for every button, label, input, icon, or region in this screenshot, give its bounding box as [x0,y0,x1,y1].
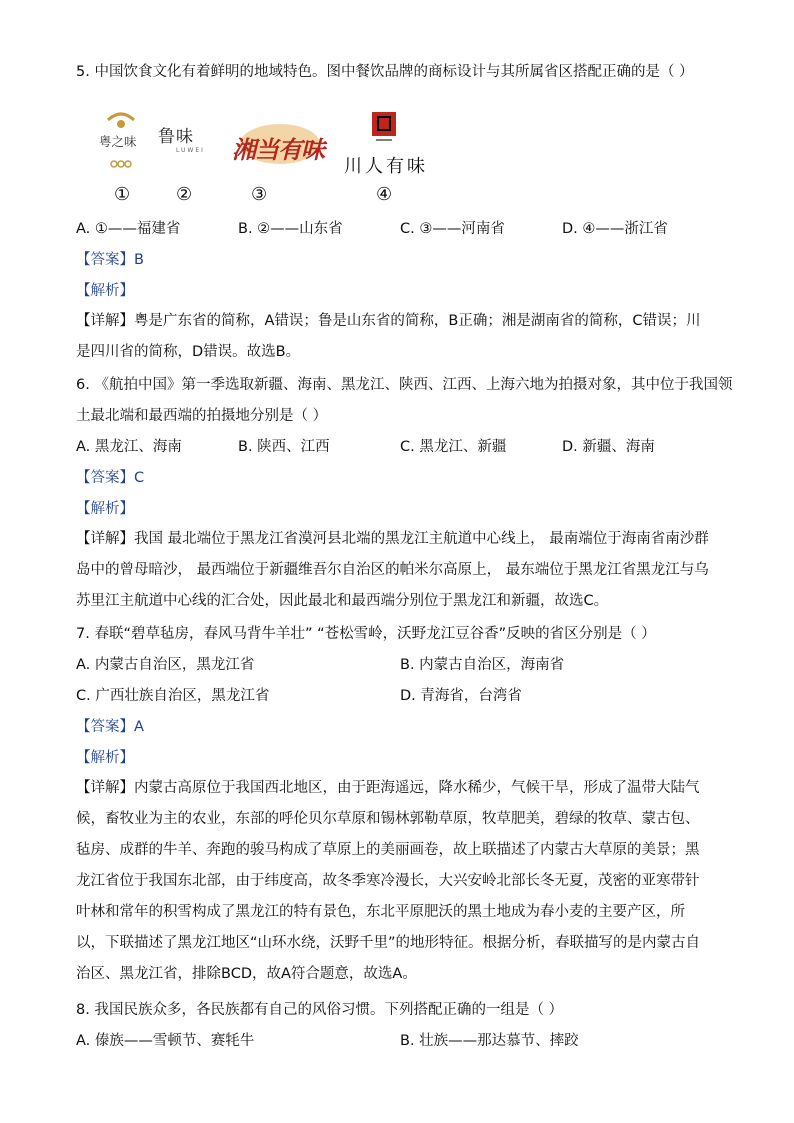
q5-option-b: B. ②——山东省 [238,221,343,237]
logo-3-text: 湘当有味 [232,135,324,164]
seal-icon [372,112,396,142]
q7-analysis: 【解析】 [76,750,134,766]
q6-option-a: A. 黑龙江、海南 [76,439,182,455]
q5-option-c: C. ③——河南省 [400,221,505,237]
marker-3: ③ [251,184,268,205]
marker-4: ④ [376,184,393,205]
q7-detail: 【详解】内蒙古高原位于我国西北地区，由于距海遥远，降水稀少，气候干旱，形成了温带大陆气候，畜牧业为主的农业，东部的呼伦贝尔草原和锡林郭勒草原，牧草肥美，碧绿的牧草、蒙古包、毡房、成群的牛羊、奔跑的骏马构成了草原上的美丽画卷，故上联描述了内蒙古大草原的美景；黑龙江省位于我国东北部，由于纬度高，故冬季寒冷漫长，大兴安岭北部长冬无夏，茂密的亚寒带针叶林和常年的积雪构成了黑龙江的特有景色，东北平原肥沃的黑土地成为春小麦的主要产区，所以，下联描述了黑龙江地区“山环水绕，沃野千里”的地形特征。根据分析，春联描写的是内蒙古自治区、黑龙江省，排除BCD，故A符合题意，故选A。 [76,780,701,982]
logo-1-text: 粤之味 [99,134,137,149]
logo-chuanrenyouwei [342,112,434,176]
q6-answer: 【答案】C [76,470,145,486]
q7-option-c: C. 广西壮族自治区，黑龙江省 [76,688,270,704]
q7-stem: 7. 春联“碧草毡房，春风马背牛羊壮” “苍松雪岭，沃野龙江豆谷香”反映的省区分别是（ ） [76,626,656,642]
q5-answer: 【答案】B [76,252,144,268]
marker-1: ① [114,184,131,205]
q5-analysis: 【解析】 [76,283,134,299]
q8-stem: 8. 我国民族众多，各民族都有自己的风俗习惯。下列搭配正确的一组是（ ） [76,1002,564,1018]
q7-answer: 【答案】A [76,719,144,735]
q6-stem-line2: 土最北端和最西端的拍摄地分别是（ ） [76,408,328,424]
marker-2: ② [176,184,193,205]
logo-yuezhiwei [98,106,144,170]
logo-2-sub: LUWEI [176,147,205,154]
q7-option-a: A. 内蒙古自治区，黑龙江省 [76,657,255,673]
q8-option-b: B. 壮族——那达慕节、摔跤 [400,1033,579,1049]
q6-option-b: B. 陕西、江西 [238,439,330,455]
q6-option-d: D. 新疆、海南 [562,439,655,455]
q5-option-a: A. ①——福建省 [76,221,181,237]
logo-4-text: 川人有味 [344,156,428,177]
q6-option-c: C. 黑龙江、新疆 [400,439,507,455]
q6-analysis: 【解析】 [76,501,134,517]
q5-stem: 5. 中国饮食文化有着鲜明的地域特色。图中餐饮品牌的商标设计与其所属省区搭配正确的是（ ） [76,64,694,80]
q7-option-b: B. 内蒙古自治区，海南省 [400,657,565,673]
logo-luwei [158,122,214,162]
q7-option-d: D. 青海省，台湾省 [400,688,522,704]
q5-detail: 【详解】粤是广东省的简称，A错误；鲁是山东省的简称，B正确；湘是湖南省的简称，C错误；川是四川省的简称，D错误。故选B。 [76,313,701,360]
q6-stem-line1: 6. 《航拍中国》第一季选取新疆、海南、黑龙江、陕西、江西、上海六地为拍摄对象，其中位于我国领 [76,377,733,393]
q5-option-d: D. ④——浙江省 [562,221,668,237]
q8-option-a: A. 傣族——雪顿节、赛牦牛 [76,1033,255,1049]
logo-2-text: 鲁味 [158,127,194,147]
logo-xiangdangyouwei [228,118,332,174]
q6-detail: 【详解】我国 最北端位于黑龙江省漠河县北端的黑龙江主航道中心线上， 最南端位于海南省南沙群岛中的曾母暗沙， 最西端位于新疆维吾尔自治区的帕米尔高原上， 最东端位于黑龙江省黑龙江与乌苏里江主航道中心线的汇合处，因此最北和最西端分别位于黑龙江和新疆，故选C。 [76,531,709,609]
